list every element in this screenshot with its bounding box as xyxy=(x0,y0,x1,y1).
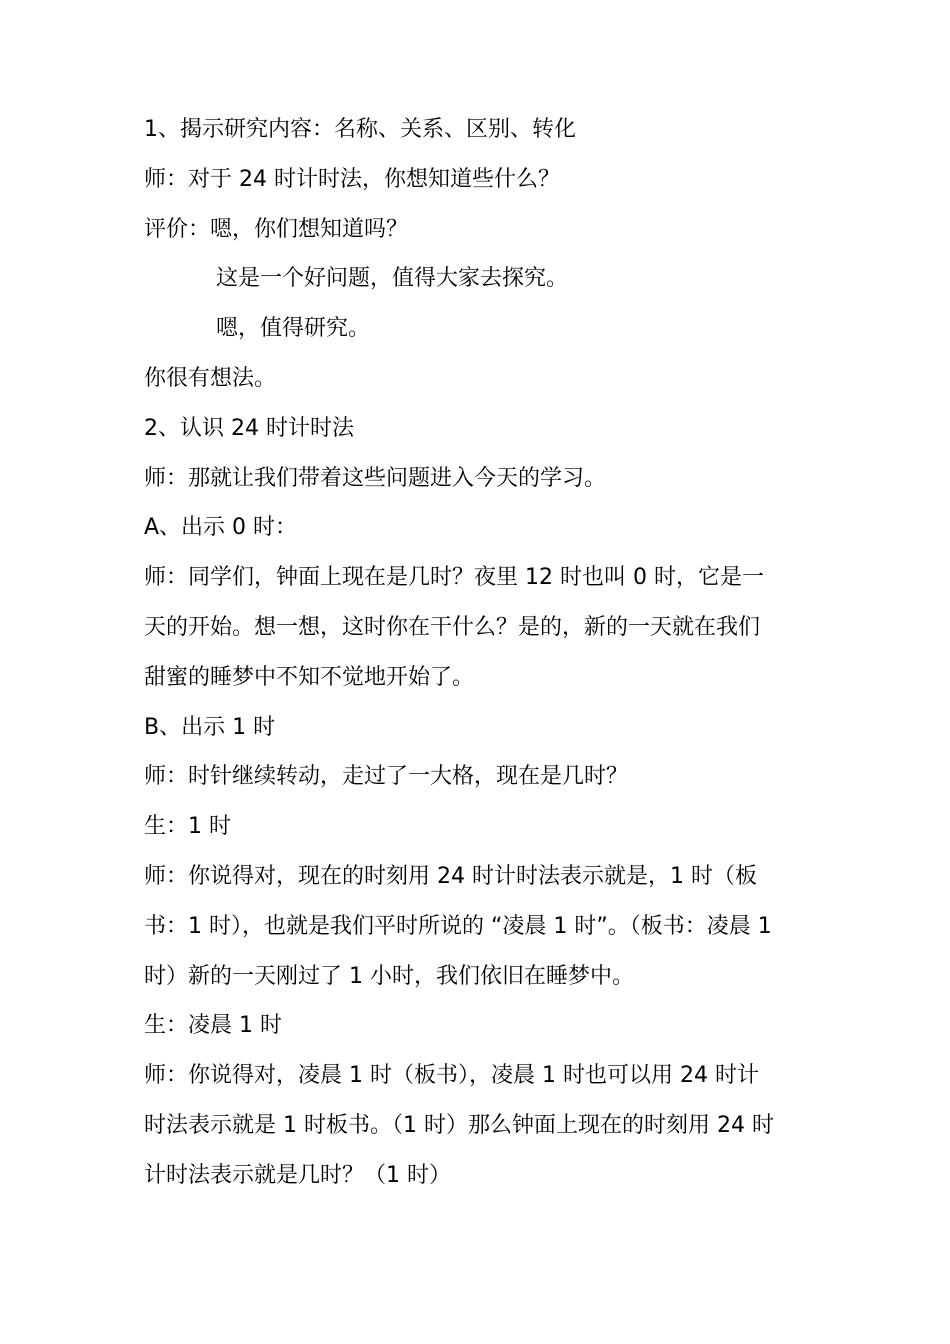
text-line: 师：那就让我们带着这些问题进入今天的学习。 xyxy=(144,465,607,491)
text-line: 师：时针继续转动，走过了一大格，现在是几时？ xyxy=(144,764,629,790)
text-line: 1、揭示研究内容：名称、关系、区别、转化 xyxy=(144,117,576,142)
text-line: 书：1 时），也就是我们平时所说的 “凌晨 1 时”。（板书：凌晨 1 xyxy=(144,913,772,939)
text-line: 师：对于 24 时计时法，你想知道些什么？ xyxy=(144,166,560,192)
text-line: 2、认识 24 时计时法 xyxy=(144,415,354,441)
document-body xyxy=(144,105,810,1201)
text-line: 评价：嗯，你们想知道吗？ xyxy=(144,216,409,242)
text-line: 生：1 时 xyxy=(144,814,231,840)
text-line: 时法表示就是 1 时板书。（1 时）那么钟面上现在的时刻用 24 时 xyxy=(144,1112,774,1138)
text-line: 师：你说得对，凌晨 1 时（板书），凌晨 1 时也可以用 24 时计 xyxy=(144,1063,759,1089)
text-line: 时）新的一天刚过了 1 小时，我们依旧在睡梦中。 xyxy=(144,963,634,989)
text-line: 生：凌晨 1 时 xyxy=(144,1013,282,1039)
text-line: 计时法表示就是几时？（1 时） xyxy=(144,1162,451,1188)
text-line: B、出示 1 时 xyxy=(144,714,276,740)
text-line: 天的开始。想一想，这时你在干什么？是的，新的一天就在我们 xyxy=(144,614,761,640)
text-line: 甜蜜的睡梦中不知不觉地开始了。 xyxy=(144,664,475,690)
text-line: 师：你说得对，现在的时刻用 24 时计时法表示就是，1 时（板 xyxy=(144,863,757,889)
text-line: 师：同学们，钟面上现在是几时？夜里 12 时也叫 0 时，它是一 xyxy=(144,565,764,591)
text-line: 这是一个好问题，值得大家去探究。 xyxy=(216,266,569,292)
text-line: A、出示 0 时： xyxy=(144,515,298,541)
text-line: 你很有想法。 xyxy=(144,365,277,391)
text-line: 嗯，值得研究。 xyxy=(216,316,371,342)
